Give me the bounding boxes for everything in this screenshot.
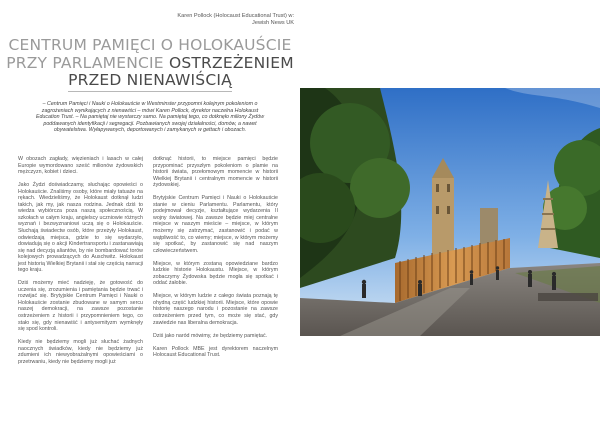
paragraph: Miejsce, w którym ludzie z całego świata poznają tę ohydną część ludzkiej historii. Miejsce, które opowie historię naszego narodu i pozostanie na zawsze ostrzeżeniem przed tym, co może się stać, gdy zawiedzie nas liberalna demokracja. <box>153 293 278 326</box>
paragraph: Brytyjskie Centrum Pamięci i Nauki o Holokauście stanie w cieniu Parlamentu. Parlamentu, który podejmował decyzje, kształtujące wydarzenia II wojny światowej. Na zawsze będzie miej centralne miejsce w naszym mieście – miejsce, w którym możemy się zatrzymać, zastanowić i podać w wątpliwość to, co wiemy; miejsce, w którym możemy się spotkać, by zastanowić się nad naszym człowieczeństwem. <box>153 195 278 254</box>
paragraph: W obozach zagłady, więzieniach i lasach w całej Europie wymordowano sześć milionów żydowskich mężczyzn, kobiet i dzieci. <box>18 156 143 176</box>
memorial-photo <box>300 88 600 336</box>
body-column-2 <box>153 156 278 365</box>
paragraph: dotknąć historii, to miejsce pamięci będzie przypominać przyszłym pokoleniom o plamie na historii świata, przełomowym momencie w historii Wielkiej Brytanii i centralnym momencie w historii żydowskiej. <box>153 156 278 189</box>
paragraph: Karen Pollock MBE jest dyrektorem naczelnym Holocaust Educational Trust. <box>153 345 278 359</box>
paragraph: Jako Żydzi doświadczamy, słuchając opowieści o Holokauście. Znaliśmy osoby, które miały tatuaże na rękach. Wiedzieliśmy, że Holokaust dotknął ludzi takich, jak my, jak nasza rodzina. Jednak dziś to wiedza wybiórcza poza naszą społecznością. W szkołach w całym kraju, angielscy uczniowie różnych wyznań i bezwyznaniowi uczą się o Holokauście. Słuchają świadectw osób, które przeżyły Holokaust, odwiedzają miejsca, gdzie to się wydarzyło, dowiadują się o akcji Kindertransportu i zastanawiają się nad decyzją aliantów, by nie bombardować torów kolejowych prowadzących do Auschwitz. Holokaust jest historią Wielkiej Brytanii i stał się częścią narracji tego kraju. <box>18 182 143 274</box>
title-line-3: PRZED NIENAWIŚCIĄ <box>68 71 232 89</box>
title-line-1: CENTRUM PAMIĘCI O HOLOKAUŚCIE <box>8 36 292 54</box>
title-line-2 <box>0 55 300 73</box>
article-title <box>0 37 300 90</box>
paragraph: Dziś możemy mieć nadzieję, że gotowość do uczenia się, zrozumienia i pamiętania będzie trwać i rozwijać się. Brytyjskie Centrum Pamięci i Nauki o Holokauście zostanie zbudowane w samym sercu naszej demokracji, na zawsze pozostanie ostrzeżeniem z historii i przypomnieniem tego, co stało się, gdy nienawiść i antysemityzm wymknęły się spod kontroli. <box>18 280 143 333</box>
byline-source: Jewish News UK <box>252 20 294 26</box>
body-column-1 <box>18 156 143 372</box>
byline-author: Karen Pollock (Holocaust Educational Trust) w: <box>177 13 294 19</box>
title-line-2-end: OSTRZEŻENIEM <box>168 53 294 72</box>
paragraph: Dziś jako naród mówimy, że będziemy pamiętać. <box>153 332 268 339</box>
article-lead: – Centrum Pamięci i Nauki o Holokauście w Westminster przypomni kolejnym pokoleniom o zagrożeniach wynikających z nienawiści – mówi Karen Pollock, dyrektor naczelna Holokaust Education Trust. – Na pamiętaj nie wystarczy samo. Na pamiętaj tego, co dotknęło miliony Żydów poddawanych identyfikacji i segregacji. Pozbawianych swojej działalności, domów, a nawet obywatelstwa. Wyłapywanych, deportowanych i zamykanych w gettach i obozach. <box>35 101 265 133</box>
paragraph: Miejsce, w którym zostaną opowiedziane bardzo ludzkie historie Holokaustu. Miejsce, w którym zobaczymy Żydowska będzie mogła się spotkać i oddać żałobie. <box>153 260 278 287</box>
title-line-2-start: PRZY PARLAMENCIE <box>6 53 169 72</box>
byline <box>84 13 294 27</box>
paragraph: Kiedy nie będziemy mogli już słuchać żadnych naocznych świadków, kiedy nie będziemy już zdumieni ich niewyobrażalnymi opowieściami o przetrwaniu, kiedy nie będziemy mogli już <box>18 339 143 365</box>
title-divider <box>68 91 232 92</box>
